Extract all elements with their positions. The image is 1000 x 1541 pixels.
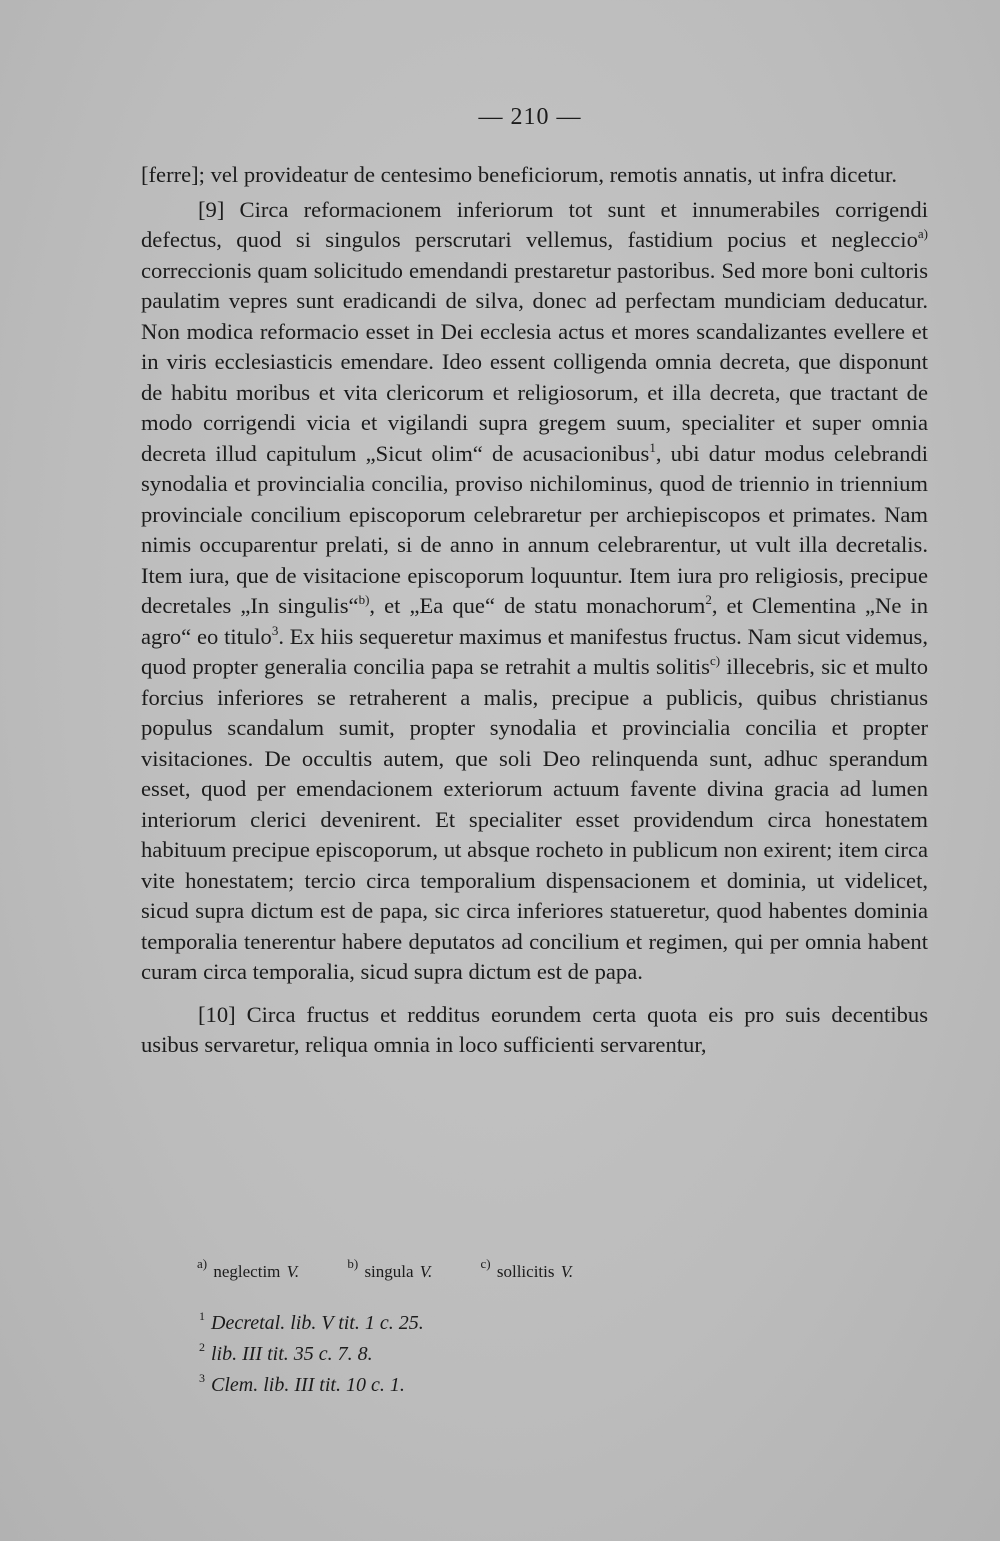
note-text: singula (364, 1262, 414, 1281)
footnote-mark-2: 2 (705, 592, 712, 607)
critical-note (480, 1256, 574, 1281)
text-segment: , ubi datur modus celebrandi synodalia et provincialia concilia, proviso nichilominus, quod de triennio in triennium provinciale concilium episcoporum celebraretur per archiepiscopos et primates. Nam nimis occuparentur prelati, si de anno in annum celebrarentur, ut vult illa decretalis. Item iura, que de visitacione episcoporum loquuntur. Item iura pro religiosis, precipue decretales „In singulis“ (141, 440, 928, 618)
text-segment: , et „Ea que“ de statu monachorum (369, 593, 706, 618)
footnote-mark-b: b) (358, 592, 370, 607)
critical-apparatus (197, 1256, 615, 1282)
text-segment: , et Clementina „Ne in agro“ eo titulo (141, 593, 929, 649)
reference-note (199, 1339, 424, 1370)
text-segment: . Ex hiis sequeretur maximus et manifestus fructus. Nam sicut videmus, quod propter generalia concilia papa se retrahit a multis solitis (141, 623, 929, 679)
note-text: Clem. lib. III tit. 10 c. 1. (211, 1374, 405, 1396)
note-text: neglectim (213, 1262, 281, 1281)
main-text (141, 160, 928, 1061)
note-siglum: V. (419, 1262, 433, 1281)
footnote-mark-1: 1 (649, 439, 656, 455)
reference-notes (199, 1308, 424, 1401)
note-mark: c) (480, 1256, 491, 1271)
text-segment: correccionis quam solicitudo emendandi prestaretur pastoribus. Sed more boni cultoris paulatim vepres sunt eradicandi de silva, donec ad perfectam mundiciam deducatur. Non modica reformacio esset in Dei ecclesia actus et mores scandalizantes evellere et in viris ecclesiasticis emendare. Ideo essent colligenda omnia decreta, que disponunt de habitu moribus et vita clericorum et religiosorum, et illa decreta, que tractant de modo corrigendi vicia et vigilandi supra gregem suum, specialiter et super omnia decreta illud capitulum „Sicut olim“ de acusacionibus (141, 257, 928, 466)
footnote-mark-c: c) (709, 653, 721, 668)
note-mark: a) (197, 1256, 208, 1271)
paragraph-9 (141, 195, 928, 988)
text-segment: illecebris, sic et multo forcius inferiores se retraherent a malis, precipue a publicis, quibus christianus populus scandalum sumit, propter synodalia et provincialia concilia et propter visitaciones. De occultis autem, que soli Deo relinquenda sunt, adhuc sperandum esset, quod per emendacionem exteriorum actuum favente divina gracia ad lumen interiorum clerici devenirent. Et specialiter esset providendum circa honestatem habituum precipue episcoporum, ut absque rocheto in publicum non exirent; item circa vite honestatem; tercio circa temporalium dispensacionem et dominia, ut videlicet, sicud supra dictum est de papa, sic circa inferiores statueretur, quod habentes dominia temporalia tenerentur habere deputatos ad concilium et regimen, qui per omnia habent curam circa temporalia, sicud supra dictum est de papa. (141, 654, 928, 984)
reference-note (199, 1308, 424, 1339)
footnote-mark-3: 3 (271, 622, 279, 638)
note-number: 2 (199, 1340, 205, 1354)
critical-note (197, 1256, 300, 1281)
note-text: sollicitis (496, 1262, 555, 1281)
note-number: 1 (199, 1309, 205, 1323)
reference-note (199, 1370, 424, 1401)
note-mark: b) (347, 1256, 359, 1271)
footnote-mark-a: a) (917, 226, 928, 241)
page-number: — 210 — (478, 104, 582, 130)
note-text: lib. III tit. 35 c. 7. 8. (211, 1343, 373, 1365)
note-number: 3 (199, 1371, 205, 1385)
note-siglum: V. (560, 1262, 574, 1281)
note-text: Decretal. lib. V tit. 1 c. 25. (211, 1312, 424, 1334)
critical-note (347, 1256, 433, 1281)
text-segment: [9] Circa reformacionem inferiorum tot sunt et innumerabiles corrigendi defectus, quod si singulos perscrutari vellemus, fastidium pocius et negleccio (141, 196, 928, 252)
note-siglum: V. (286, 1262, 300, 1281)
paragraph-continuation: [ferre]; vel provideatur de centesimo beneficiorum, remotis annatis, ut infra dicetur. (141, 162, 897, 187)
paragraph-10: [10] Circa fructus et redditus eorundem certa quota eis pro suis decentibus usibus servaretur, reliqua omnia in loco sufficienti servarentur, (141, 1001, 928, 1057)
